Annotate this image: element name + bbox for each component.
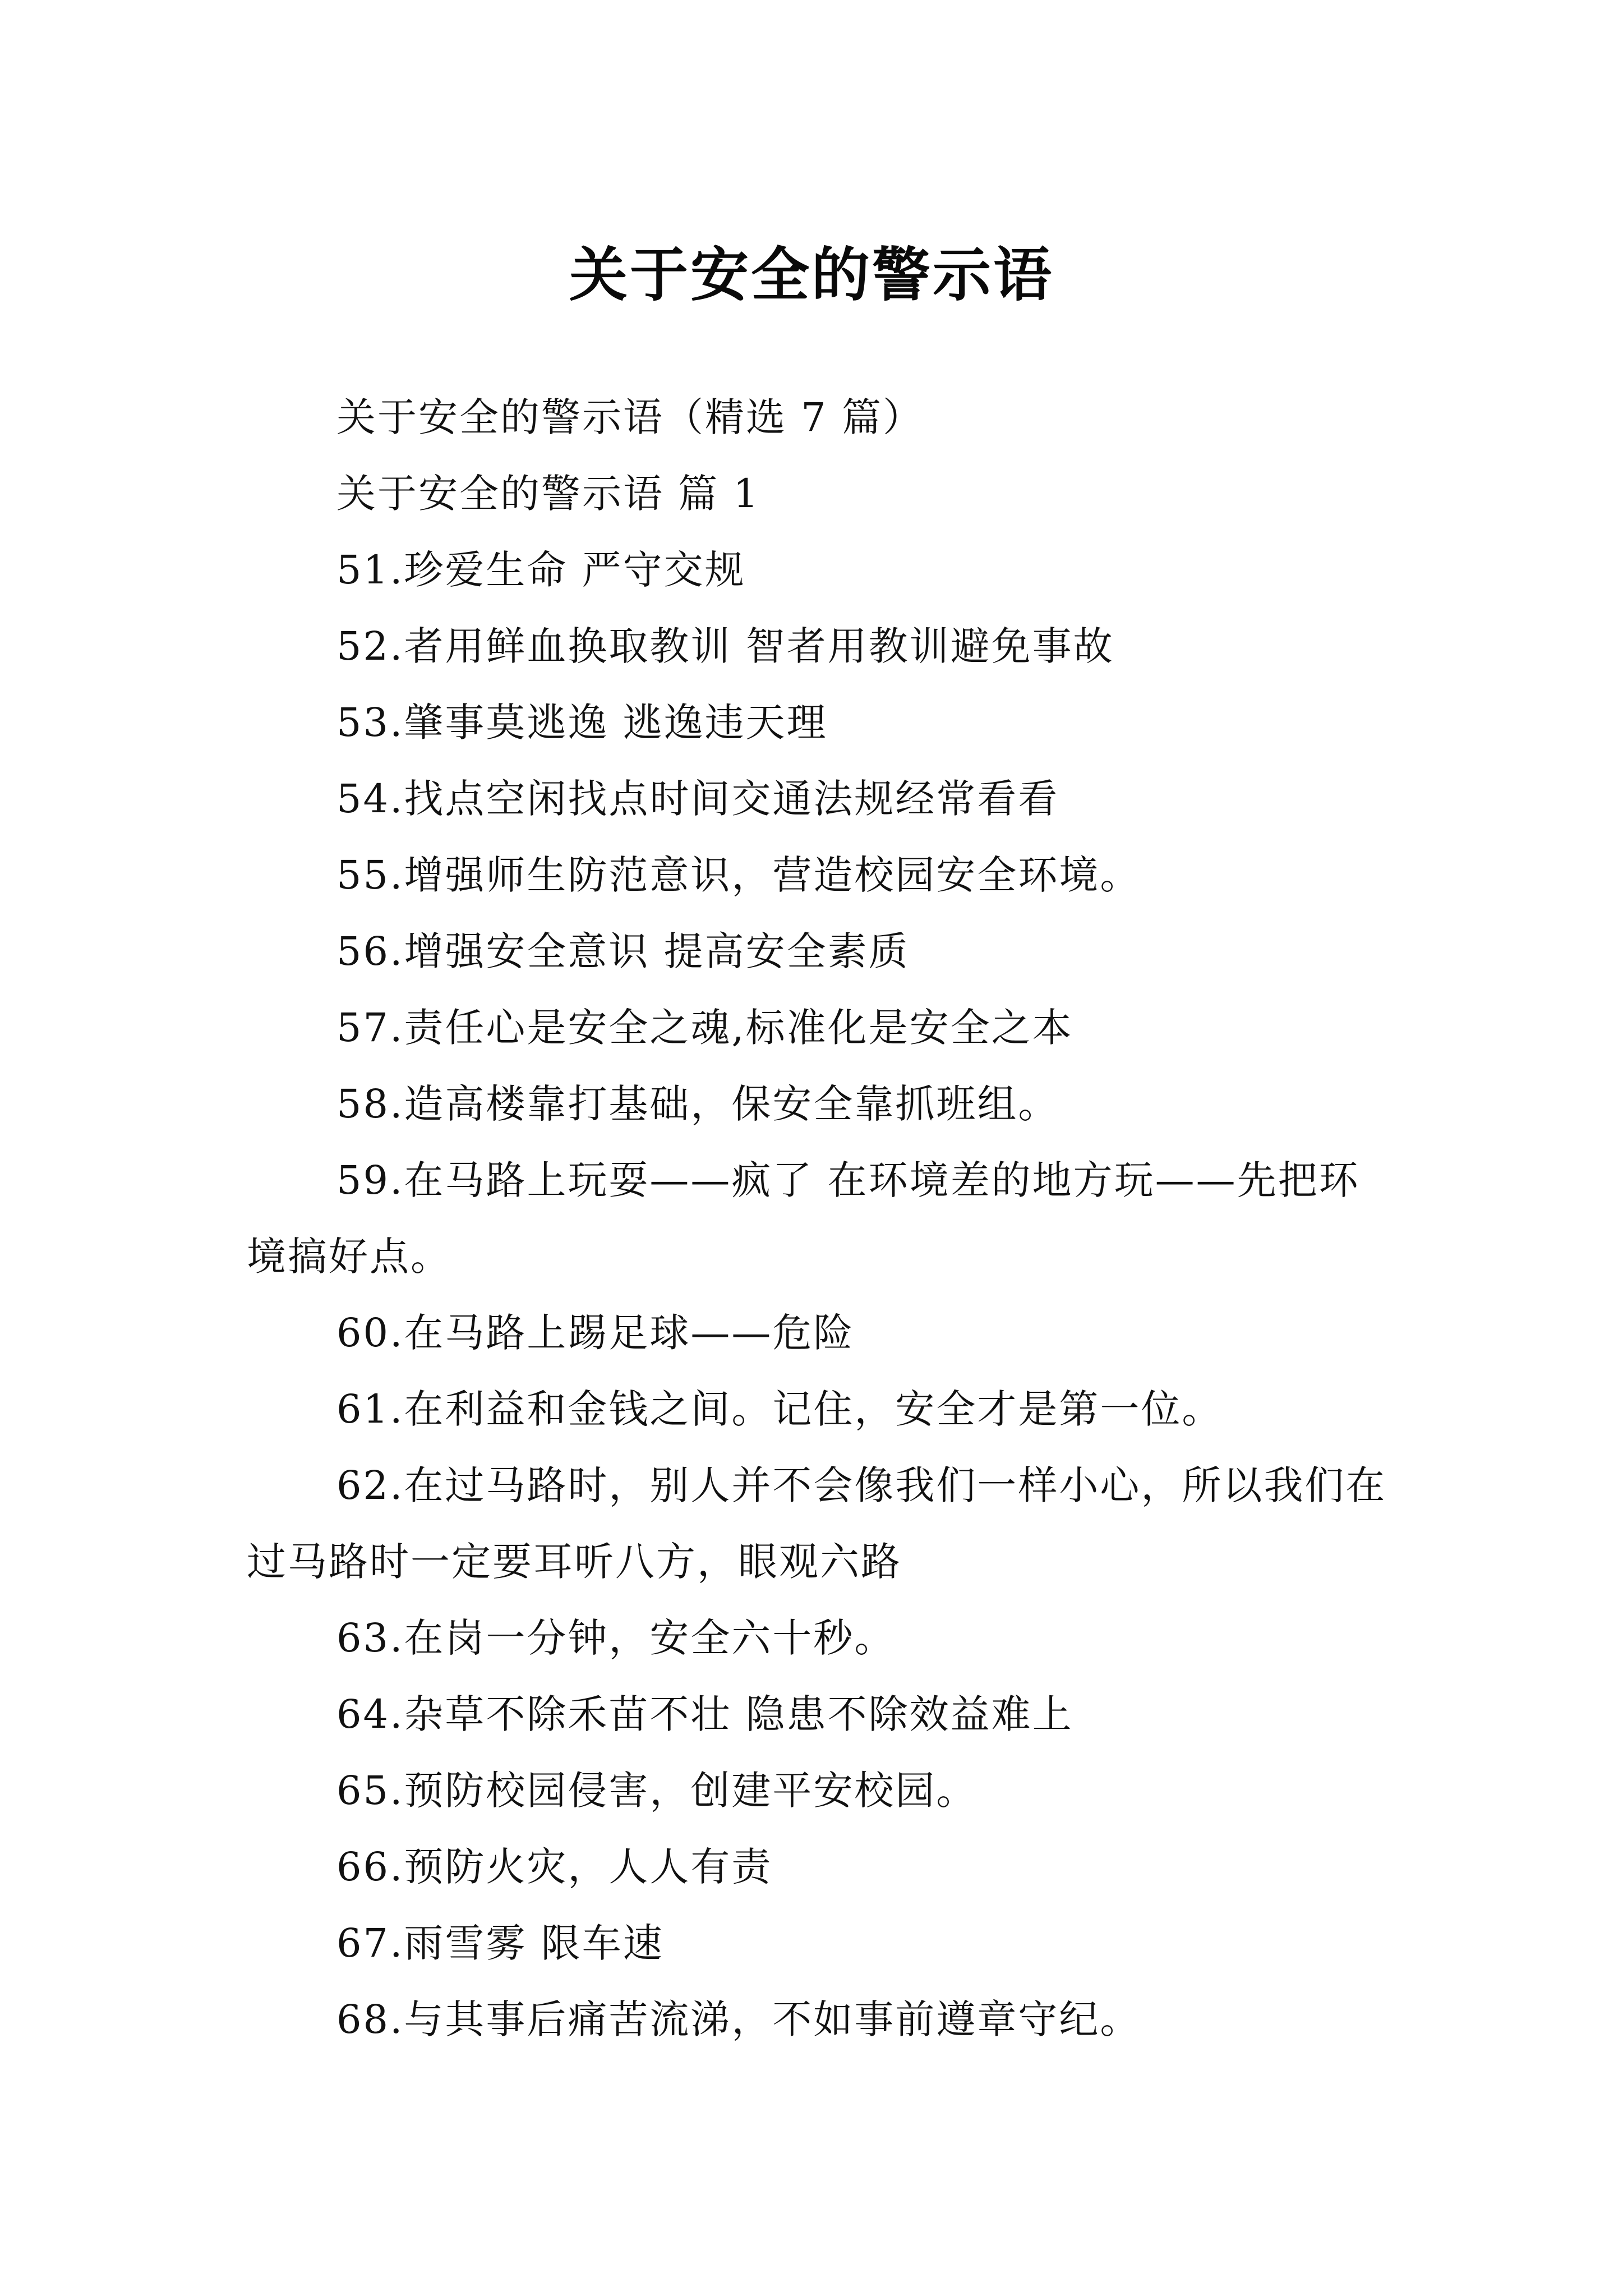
slogan-item: 54.找点空闲找点时间交通法规经常看看 [336,776,1059,822]
document-title: 关于安全的警示语 [569,240,1054,309]
slogan-item: 61.在利益和金钱之间。记住，安全才是第一位。 [336,1386,1223,1432]
slogan-item: 53.肇事莫逃逸 逃逸违天理 [336,700,828,746]
slogan-item: 59.在马路上玩耍——疯了 在环境差的地方玩——先把环境搞好点。 [247,1157,1360,1280]
slogan-item: 58.造高楼靠打基础，保安全靠抓班组。 [336,1081,1059,1127]
slogan-item: 62.在过马路时，别人并不会像我们一样小心，所以我们在过马路时一定要耳听八方，眼观六路 [247,1462,1387,1585]
slogan-item: 68.与其事后痛苦流涕，不如事前遵章守纪。 [336,1996,1141,2042]
slogan-item: 51.珍爱生命 严守交规 [336,547,746,593]
document-body [247,379,1391,2058]
slogan-item: 64.杂草不除禾苗不壮 隐患不除效益难上 [336,1691,1073,1737]
slogan-item: 55.增强师生防范意识，营造校园安全环境。 [336,852,1141,898]
slogan-item: 65.预防校园侵害，创建平安校园。 [336,1768,978,1814]
slogan-item: 63.在岗一分钟，安全六十秒。 [336,1615,896,1661]
slogan-item: 60.在马路上踢足球——危险 [336,1310,855,1356]
slogan-item: 67.雨雪雾 限车速 [336,1920,664,1966]
paragraph-intro: 关于安全的警示语（精选 7 篇） [336,394,924,440]
paragraph-section-heading: 关于安全的警示语 篇 1 [336,471,760,517]
slogan-item: 56.增强安全意识 提高安全素质 [336,928,910,974]
slogan-item: 52.者用鲜血换取教训 智者用教训避免事故 [336,623,1114,669]
slogan-item: 57.责任心是安全之魂,标准化是安全之本 [336,1005,1073,1051]
slogan-item: 66.预防火灾，人人有责 [336,1844,773,1890]
